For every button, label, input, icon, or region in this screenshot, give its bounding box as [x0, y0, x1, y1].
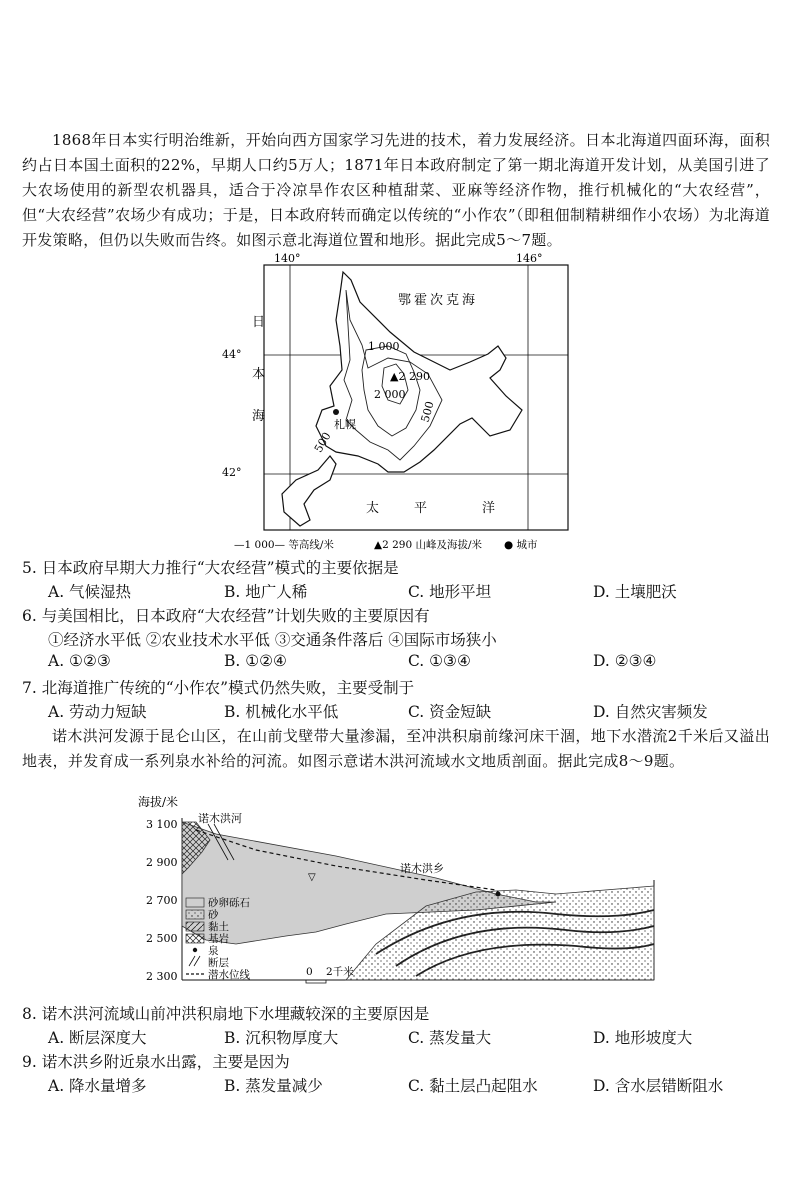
contour-500-label-west: 500 — [311, 430, 334, 455]
spring-marker — [496, 892, 501, 897]
sapporo-city-dot — [333, 409, 339, 415]
lat-44-label: 44° — [222, 348, 242, 361]
passage-hokkaido: 1868年日本实行明治维新，开始向西方国家学习先进的技术，着力发展经济。日本北海道四面环海，面积约占日本国土面积的22%，早期人口约5万人；1871年日本政府制定了第一期北海道开发计划，从美国引进了大农场使用的新型农机器具，适合于冷凉旱作农区种植甜菜、亚麻等经济作物，推行机械化的“大农经营”，但“大农经营”农场少有成功；于是，日本政府转而确定以传统的“小作农”（即租佃制精耕细作小农场）为北海道开发策略，但仍以失败而告终。如图示意北海道位置和地形。据此完成5～7题。 — [22, 131, 770, 249]
sea-of-japan-char2: 本 — [252, 367, 266, 382]
q9-option-c[interactable]: C. 黏土层凸起阻水 — [408, 1077, 538, 1095]
legend-spring-icon — [193, 948, 197, 952]
pacific-char1: 太 — [366, 501, 380, 516]
ytick-2900: 2 900 — [146, 856, 178, 869]
q7-option-d[interactable]: D. 自然灾害频发 — [593, 703, 708, 721]
legend-peak: ▲2 290 山峰及海拔/米 — [374, 539, 483, 551]
town-label: 诺木洪乡 — [400, 862, 444, 875]
q7-option-a[interactable]: A. 劳动力短缺 — [48, 703, 147, 721]
legend-clay-swatch — [186, 922, 204, 931]
okhotsk-sea-label: 鄂霍次克海 — [398, 293, 479, 308]
question-6-sub-items: ①经济水平低 ②农业技术水平低 ③交通条件落后 ④国际市场狭小 — [48, 631, 497, 649]
ytick-2500: 2 500 — [146, 932, 178, 945]
ytick-2700: 2 700 — [146, 894, 178, 907]
legend-gravel-swatch — [186, 898, 204, 907]
ytick-3100: 3 100 — [146, 818, 178, 831]
q9-option-a[interactable]: A. 降水量增多 — [48, 1077, 147, 1095]
contour-500-label-east: 500 — [418, 399, 437, 424]
q6-option-c[interactable]: C. ①③④ — [408, 652, 471, 670]
legend-sand-label: 砂 — [208, 909, 219, 921]
q7-option-b[interactable]: B. 机械化水平低 — [224, 703, 339, 721]
river-label: 诺木洪河 — [198, 812, 242, 825]
question-9-options — [48, 1074, 778, 1098]
question-5-options — [48, 580, 778, 604]
question-8-options — [48, 1026, 778, 1050]
legend-sand-swatch — [186, 910, 204, 919]
question-7-stem: 7. 北海道推广传统的“小作农”模式仍然失败，主要受制于 — [22, 679, 415, 697]
contour-1000-label: 1 000 — [368, 340, 400, 353]
q6-option-a[interactable]: A. ①②③ — [48, 652, 111, 670]
pacific-char3: 洋 — [482, 501, 496, 516]
q8-option-d[interactable]: D. 地形坡度大 — [593, 1029, 693, 1047]
q7-option-c[interactable]: C. 资金短缺 — [408, 703, 492, 721]
q9-option-b[interactable]: B. 蒸发量减少 — [224, 1077, 323, 1095]
legend-clay-label: 黏土 — [208, 921, 229, 933]
q5-option-b[interactable]: B. 地广人稀 — [224, 583, 308, 601]
legend-watertable-label: 潜水位线 — [208, 969, 250, 981]
scale-zero: 0 — [306, 966, 313, 978]
legend-spring-label: 泉 — [208, 945, 219, 957]
lat-42-label: 42° — [222, 466, 242, 479]
passage-nuomuhong: 诺木洪河发源于昆仑山区，在山前戈壁带大量渗漏，至冲洪积扇前缘河床干涸，地下水潜流2千米后又溢出地表，并发育成一系列泉水补给的河流。如图示意诺木洪河流域水文地质剖面。据此完成8～9题。 — [22, 727, 770, 770]
sea-of-japan-char1: 日 — [252, 315, 266, 330]
lon-146-label: 146° — [516, 252, 543, 265]
contour-2000-label: 2 000 — [374, 388, 406, 401]
q6-option-d[interactable]: D. ②③④ — [593, 652, 657, 670]
q5-option-a[interactable]: A. 气候湿热 — [48, 583, 132, 601]
hokkaido-map — [222, 250, 580, 556]
question-9-stem: 9. 诺木洪乡附近泉水出露，主要是因为 — [22, 1053, 290, 1071]
legend-fault-icon — [189, 956, 200, 966]
sea-of-japan-char3: 海 — [252, 409, 266, 424]
legend-bedrock-label: 基岩 — [208, 933, 229, 945]
q8-option-c[interactable]: C. 蒸发量大 — [408, 1029, 492, 1047]
legend-city: ● 城市 — [504, 539, 538, 551]
legend-bedrock-swatch — [186, 934, 204, 943]
question-6-options — [48, 652, 778, 676]
q8-option-a[interactable]: A. 断层深度大 — [48, 1029, 147, 1047]
peak-label: ▲2 290 — [390, 370, 430, 383]
legend-fault-label: 断层 — [208, 957, 229, 969]
scale-label: 2千米 — [326, 966, 354, 978]
pacific-char2: 平 — [414, 501, 428, 516]
question-8-stem: 8. 诺木洪河流域山前冲洪积扇地下水埋藏较深的主要原因是 — [22, 1005, 430, 1023]
sapporo-label: 札幌 — [334, 418, 356, 431]
q5-option-d[interactable]: D. 土壤肥沃 — [593, 583, 677, 601]
hydro-profile — [136, 794, 656, 994]
profile-yaxis-title: 海拔/米 — [138, 795, 179, 809]
question-5-stem: 5. 日本政府早期大力推行“大农经营”模式的主要依据是 — [22, 559, 399, 577]
legend-contour: —1 000— 等高线/米 — [234, 539, 334, 551]
q5-option-c[interactable]: C. 地形平坦 — [408, 583, 492, 601]
question-7-options — [48, 700, 778, 724]
q6-option-b[interactable]: B. ①②④ — [224, 652, 287, 670]
ytick-2300: 2 300 — [146, 970, 178, 983]
question-6-stem: 6. 与美国相比，日本政府“大农经营”计划失败的主要原因有 — [22, 607, 430, 625]
q8-option-b[interactable]: B. 沉积物厚度大 — [224, 1029, 339, 1047]
legend-gravel-label: 砂卵砾石 — [208, 897, 250, 909]
q9-option-d[interactable]: D. 含水层错断阻水 — [593, 1077, 724, 1095]
water-table-symbol: ▽ — [308, 872, 316, 883]
lon-140-label: 140° — [274, 252, 301, 265]
